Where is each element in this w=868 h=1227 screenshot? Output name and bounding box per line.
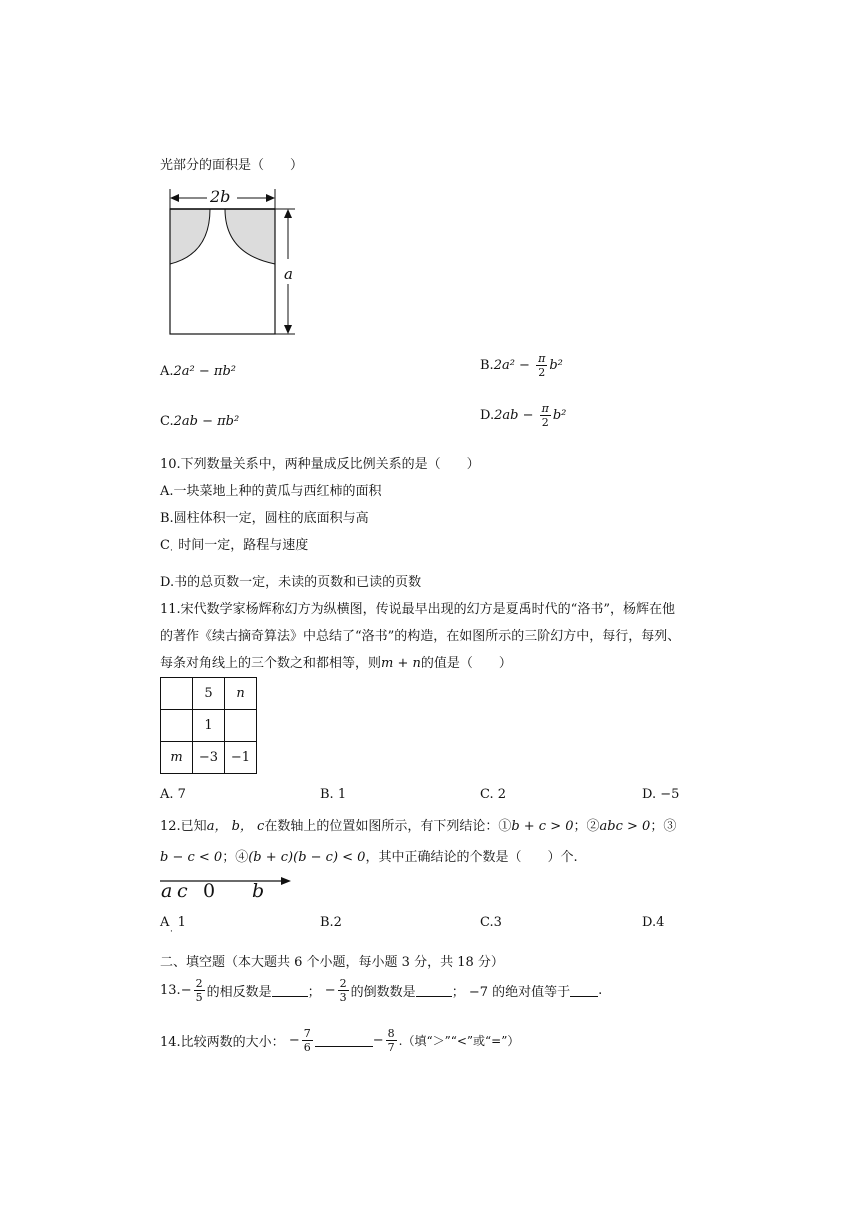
q9-figure-side-label: a bbox=[284, 265, 293, 283]
number-line-label-a: a bbox=[161, 880, 173, 902]
magic-cell: m bbox=[161, 742, 193, 774]
q9-figure-top-label: 2b bbox=[210, 187, 231, 206]
q13-blank-1[interactable] bbox=[272, 984, 308, 997]
magic-square bbox=[160, 677, 257, 774]
q13-blank-2[interactable] bbox=[416, 984, 452, 997]
q12-line1: 12.已知a， b， c在数轴上的位置如图所示，有下列结论：①b + c > 0；②abc > 0；③ bbox=[160, 819, 677, 834]
q10-option-d: D.书的总页数一定，未读的页数和已读的页数 bbox=[160, 575, 422, 590]
magic-cell bbox=[225, 710, 257, 742]
magic-cell: −1 bbox=[225, 742, 257, 774]
q12-option-c: C.3 bbox=[480, 915, 502, 930]
q9-stem-tail: 光部分的面积是（ ） bbox=[160, 158, 304, 173]
q11-line2: 的著作《续古摘奇算法》中总结了“洛书”的构造，在如图所示的三阶幻方中，每行，每列、 bbox=[160, 629, 681, 644]
number-line-label-b: b bbox=[252, 880, 265, 902]
magic-square-row bbox=[161, 710, 257, 742]
number-line-label-zero: 0 bbox=[203, 880, 216, 902]
number-line-label-c: c bbox=[177, 880, 188, 902]
q12-option-a-dot: · bbox=[170, 927, 173, 937]
magic-cell: n bbox=[225, 678, 257, 710]
q9-figure bbox=[155, 184, 305, 344]
q11-option-c: C. 2 bbox=[480, 787, 507, 802]
q13: 13.− $\frac{2}{5}$ 的相反数是 ； − $\frac{2}{3}$ 的倒数数是 ； −7 的绝对值等于 . bbox=[160, 977, 603, 1004]
q14-blank[interactable] bbox=[315, 1034, 373, 1047]
q9-option-a: A.2a² − πb² bbox=[160, 364, 236, 379]
magic-cell: −3 bbox=[193, 742, 225, 774]
q9-option-c: C.2ab − πb² bbox=[160, 414, 240, 429]
magic-cell bbox=[161, 710, 193, 742]
magic-cell bbox=[161, 678, 193, 710]
q10-option-a: A.一块菜地上种的黄瓜与西红柿的面积 bbox=[160, 484, 382, 499]
section-heading: 二、填空题（本大题共 6 个小题，每小题 3 分，共 18 分） bbox=[160, 955, 504, 970]
q14: 14.比较两数的大小： − $\frac{7}{6}$ − $\frac{8}{7}$ .（填“＞”“<”或“=”） bbox=[160, 1027, 520, 1054]
q11-option-a: A. 7 bbox=[160, 787, 186, 802]
q12-option-d: D.4 bbox=[642, 915, 665, 930]
q9-option-d: D.2ab − $\frac{\pi}{2}$ b² bbox=[480, 402, 567, 429]
q12-option-b: B.2 bbox=[320, 915, 342, 930]
q12-line2: b − c < 0；④(b + c)(b − c) < 0，其中正确结论的个数是（ ）个. bbox=[160, 850, 578, 865]
magic-cell: 5 bbox=[193, 678, 225, 710]
q10-option-c-dot: · bbox=[170, 546, 173, 556]
magic-cell: 1 bbox=[193, 710, 225, 742]
q9-option-b: B.2a² − $\frac{\pi}{2}$ b² bbox=[480, 352, 563, 379]
q11-line1: 11.宋代数学家杨辉称幻方为纵横图，传说最早出现的幻方是夏禹时代的“洛书”，杨辉在他 bbox=[160, 602, 675, 617]
q10-stem: 10.下列数量关系中，两种量成反比例关系的是（ ） bbox=[160, 457, 480, 472]
magic-square-row bbox=[161, 742, 257, 774]
q11-option-d: D. −5 bbox=[642, 787, 680, 802]
q11-line3: 每条对角线上的三个数之和都相等，则m + n的值是（ ） bbox=[160, 656, 512, 671]
q13-blank-3[interactable] bbox=[570, 984, 598, 997]
q10-option-b: B.圆柱体积一定，圆柱的底面积与高 bbox=[160, 511, 369, 526]
q11-option-b: B. 1 bbox=[320, 787, 347, 802]
magic-square-row bbox=[161, 678, 257, 710]
q12-option-a: A 1 bbox=[160, 915, 186, 930]
q10-option-c: C 时间一定，路程与速度 bbox=[160, 538, 309, 553]
